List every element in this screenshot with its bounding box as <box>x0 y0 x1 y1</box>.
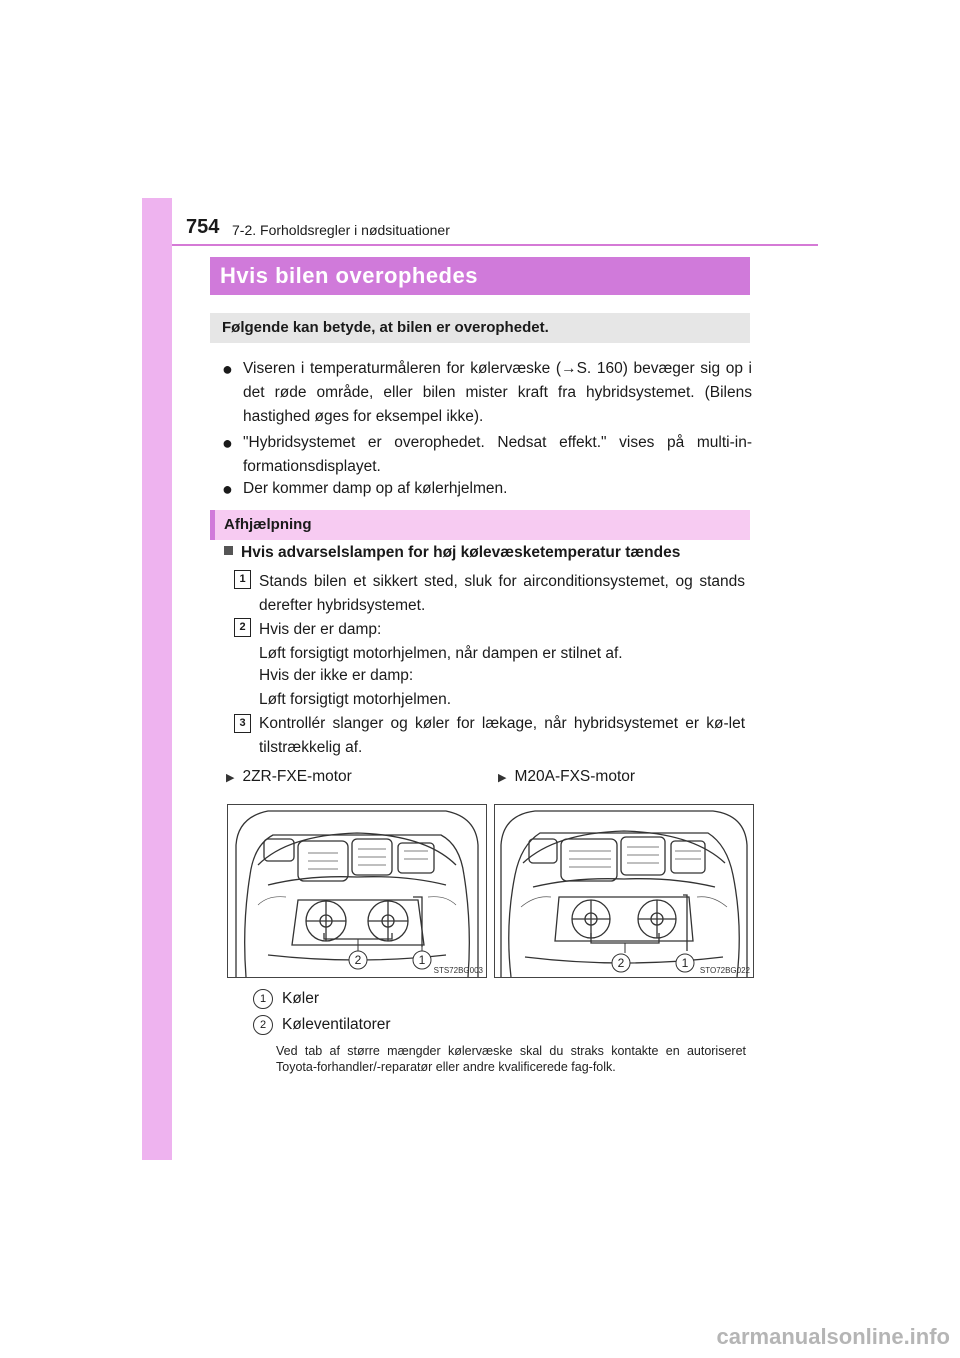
step-number: 2 <box>234 618 251 637</box>
legend-text: Køleventilatorer <box>282 1016 391 1033</box>
symptom-text: "Hybridsystemet er overophedet. Nedsat effekt." vises på multi-in-formationsdisplayet. <box>243 434 752 475</box>
symptom-item <box>222 477 752 501</box>
legend-number: 1 <box>253 989 273 1009</box>
step-number: 3 <box>234 714 251 733</box>
legend-number: 2 <box>253 1015 273 1035</box>
step-number: 1 <box>234 570 251 589</box>
bullet-icon: ● <box>222 433 233 453</box>
intro-box <box>210 313 750 343</box>
bullet-icon: ● <box>222 479 233 499</box>
step-text: Stands bilen et sikkert sted, sluk for airconditionsystemet, og stands derefter hybridsystemet. <box>259 573 745 614</box>
engine-label <box>498 768 635 786</box>
section-title-bar <box>210 257 750 295</box>
symptom-text: Viseren i temperaturmåleren for kølervæske (→S. 160) bevæger sig op i det røde område, eller bilen mister kraft fra hybridsystemet. (Bilens hastighed øges for eksempel ikke). <box>243 360 752 425</box>
step-text: Løft forsigtigt motorhjelmen, når dampen er stilnet af. <box>259 645 623 662</box>
watermark: carmanualsonline.info <box>716 1324 950 1349</box>
step-text: Løft forsigtigt motorhjelmen. <box>259 691 452 708</box>
remedy-title: Afhjælpning <box>224 516 312 533</box>
intro-text: Følgende kan betyde, at bilen er overophedet. <box>222 319 549 336</box>
engine-bay-illustration <box>494 804 754 978</box>
symptom-text: Der kommer damp op af kølerhjelmen. <box>243 480 508 497</box>
bullet-icon: ● <box>222 359 233 379</box>
engine-label-text: 2ZR-FXE-motor <box>242 768 352 785</box>
callout-2: 2 <box>354 953 362 967</box>
callout-1: 1 <box>681 956 689 970</box>
figure-code: STO72BG022 <box>699 966 750 975</box>
arrow-right-icon: ▶ <box>498 772 507 784</box>
arrow-right-icon: ▶ <box>226 772 235 784</box>
step-text: Kontrollér slanger og køler for lækage, når hybridsystemet er kø-let tilstrækkelig af. <box>259 715 745 756</box>
header-rule <box>172 244 818 246</box>
symptom-item <box>222 357 752 429</box>
figure-code: STS72BG003 <box>433 966 483 975</box>
step-text: Hvis der ikke er damp: <box>259 667 414 684</box>
chapter-title: 7-2. Forholdsregler i nødsituationer <box>232 222 450 238</box>
callout-2: 2 <box>617 956 625 970</box>
engine-label-text: M20A-FXS-motor <box>514 768 636 785</box>
remedy-box <box>210 510 750 540</box>
legend-text: Køler <box>282 990 320 1007</box>
engine-label <box>226 768 352 786</box>
symptom-item <box>222 431 752 479</box>
step-text: Hvis der er damp: <box>259 621 382 638</box>
page-number: 754 <box>186 216 220 238</box>
engine-bay-drawing <box>495 805 753 977</box>
callout-1: 1 <box>418 953 426 967</box>
engine-bay-drawing <box>228 805 486 977</box>
subheading-text: Hvis advarselslampen for høj kølevæsketemperatur tændes <box>241 544 681 561</box>
engine-bay-illustration <box>227 804 487 978</box>
section-title: Hvis bilen overophedes <box>220 263 478 288</box>
note-text: Ved tab af større mængder kølervæske skal du straks kontakte en autoriseret Toyota-forhandler/-reparatør eller andre kvalificerede fag-folk. <box>276 1044 746 1074</box>
chapter-sidebar-tab <box>142 198 172 1160</box>
square-bullet-icon <box>224 546 233 555</box>
remedy-subheading <box>224 544 680 562</box>
